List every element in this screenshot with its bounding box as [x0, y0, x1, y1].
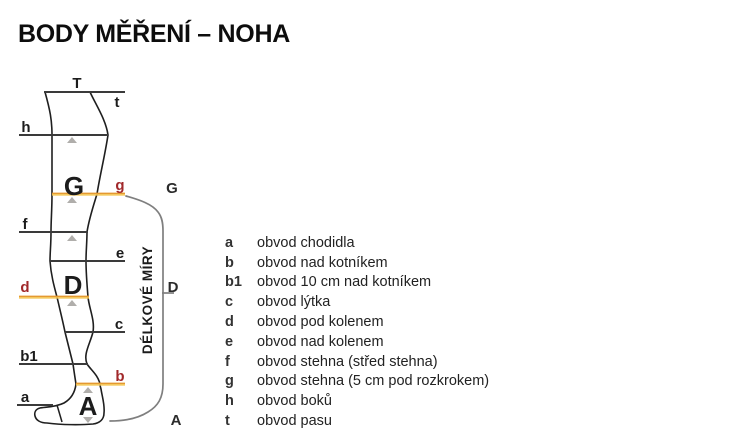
legend-label: obvod stehna (střed stehna) — [257, 353, 438, 370]
label-h: h — [21, 119, 31, 136]
legend-row — [225, 411, 489, 431]
label-D-big: D — [63, 270, 83, 300]
label-A-big: A — [78, 391, 98, 421]
toe-cap-edge — [57, 405, 62, 422]
legend-row — [225, 332, 489, 352]
label-g: g — [115, 177, 125, 194]
legend-label: obvod 10 cm nad kotníkem — [257, 274, 432, 291]
legend-key: b1 — [225, 274, 242, 291]
legend-row — [225, 391, 489, 411]
legend-label: obvod stehna (5 cm pod rozkrokem) — [257, 373, 490, 390]
legend-label: obvod pod kolenem — [257, 314, 384, 331]
leg-measurement-diagram — [0, 0, 210, 441]
legend-key: c — [225, 294, 234, 311]
legend-key: h — [225, 393, 234, 410]
legend-row — [225, 372, 489, 392]
bracket-label-G: G — [166, 180, 178, 197]
label-t: t — [114, 94, 120, 111]
legend-row — [225, 253, 489, 273]
length-measures-title: DÉLKOVÉ MÍRY — [140, 245, 155, 355]
page-title: BODY MĚŘENÍ – NOHA — [18, 20, 290, 48]
label-b1: b1 — [20, 348, 38, 365]
legend-key: a — [225, 234, 234, 251]
marker-triangle-d — [67, 300, 77, 306]
legend-row — [225, 352, 489, 372]
legend-label: obvod nad kotníkem — [257, 254, 388, 271]
label-a: a — [20, 389, 30, 406]
legend — [225, 233, 489, 431]
marker-triangle-f — [67, 235, 77, 241]
bracket-label-D: D — [167, 279, 179, 296]
bracket-label-A: A — [170, 412, 182, 429]
legend-row — [225, 233, 489, 253]
label-f: f — [22, 216, 28, 233]
legend-key: g — [225, 373, 234, 390]
legend-label: obvod nad kolenem — [257, 333, 384, 350]
legend-label: obvod pasu — [257, 413, 332, 430]
label-b: b — [115, 368, 125, 385]
legend-row — [225, 292, 489, 312]
legend-key: f — [225, 353, 230, 370]
legend-key: t — [225, 413, 230, 430]
label-e: e — [115, 245, 125, 262]
legend-label: obvod lýtka — [257, 294, 331, 311]
legend-key: e — [225, 333, 234, 350]
legend-row — [225, 312, 489, 332]
marker-triangle-h — [67, 137, 77, 143]
label-d: d — [20, 279, 30, 296]
label-G-big: G — [63, 171, 85, 201]
label-c: c — [114, 316, 124, 333]
legend-key: d — [225, 314, 234, 331]
legend-label: obvod boků — [257, 393, 332, 410]
legend-key: b — [225, 254, 234, 271]
label-T: T — [72, 75, 82, 92]
legend-label: obvod chodidla — [257, 234, 355, 251]
legend-row — [225, 273, 489, 293]
length-bracket — [110, 196, 163, 421]
